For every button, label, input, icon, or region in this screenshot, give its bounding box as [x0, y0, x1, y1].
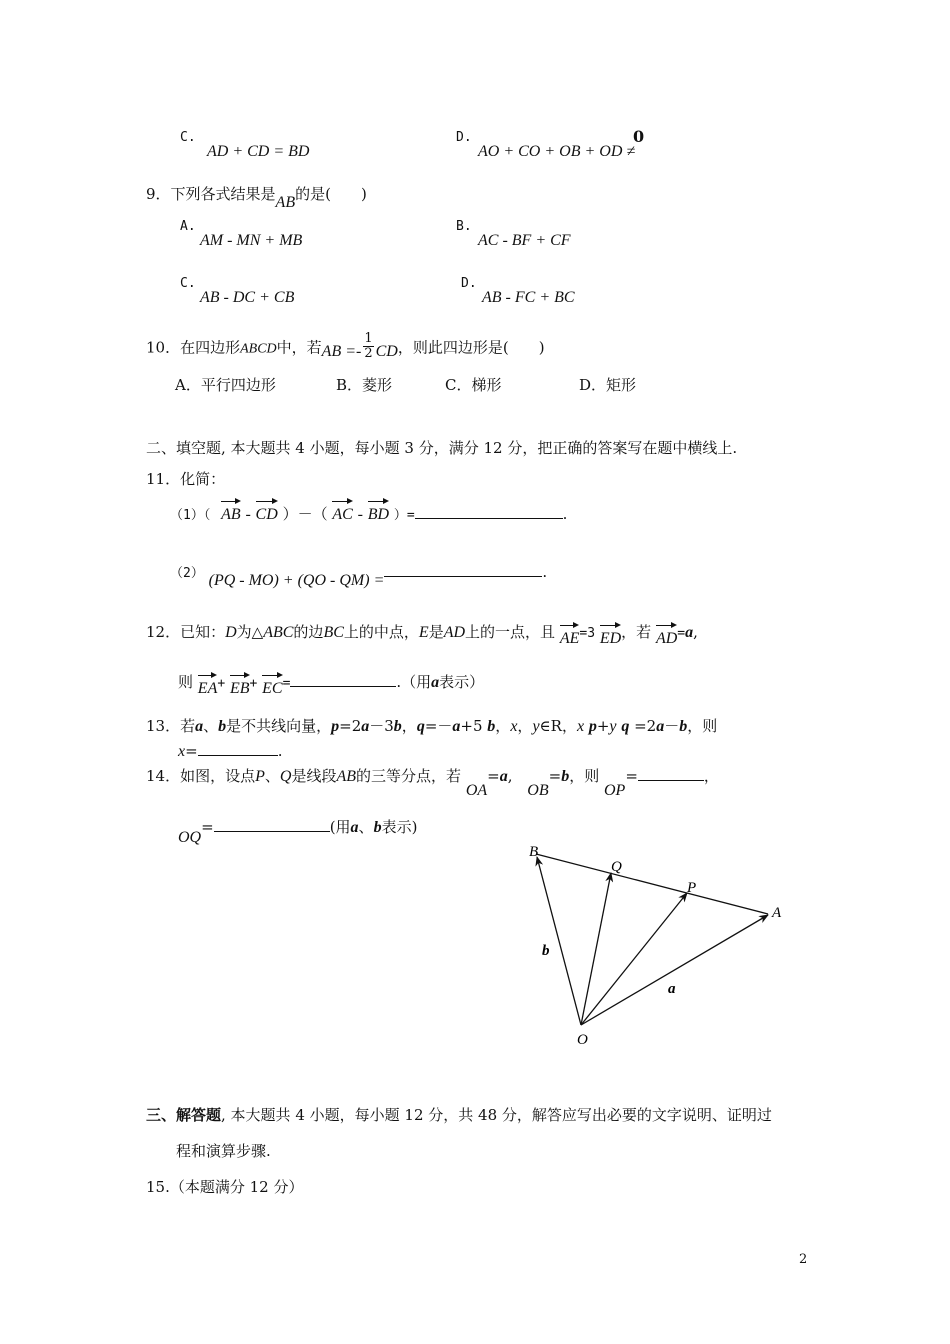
section-3-heading: [146, 1104, 772, 1125]
vector-eb: EB: [230, 672, 250, 698]
section-3-description: , 本大题共 4 小题，每小题 12 分，共 48 分，解答应写出必要的文字说明、证明过: [221, 1106, 772, 1124]
q10-option-c: C．梯形: [445, 376, 502, 394]
label-b-point: B: [529, 844, 539, 860]
zero-vector-symbol: 0: [633, 127, 645, 146]
vector-oa-arrow: [581, 915, 768, 1025]
question-10-text-mid: 中，若: [276, 338, 322, 357]
vector-oa: OA: [465, 782, 488, 799]
vector-ob: OB: [527, 782, 549, 799]
q11-part-1-equals: ）=: [393, 508, 415, 523]
q11-part-2: [170, 562, 548, 589]
page-number: 2: [799, 1252, 808, 1267]
q10-option-d: D．矩形: [579, 376, 637, 394]
vector-ad: AD: [656, 622, 677, 648]
answer-blank[interactable]: [384, 562, 542, 577]
vector-op-arrow: [581, 893, 687, 1025]
question-9-stem: [146, 183, 367, 211]
vector-figure: [520, 835, 800, 1050]
fraction-one-half: $\frac{1}{2}$: [364, 331, 373, 361]
answer-blank[interactable]: [638, 766, 704, 781]
question-9-text-end: 的是( ): [295, 185, 367, 203]
vector-ac: AC: [332, 498, 352, 524]
vector-oq-arrow: [581, 873, 611, 1025]
answer-blank[interactable]: [415, 504, 563, 519]
period: .: [542, 563, 548, 581]
minus-sign: -: [357, 506, 363, 523]
vector-op: OP: [603, 782, 626, 799]
question-10-stem: [146, 331, 545, 363]
label-vector-a: a: [668, 981, 676, 997]
vector-ab: AB: [275, 194, 296, 211]
period: .: [562, 505, 568, 523]
label-a-point: A: [772, 905, 782, 921]
q11-part-1-mid: ）－（: [282, 505, 328, 523]
vector-ed: ED: [600, 622, 621, 648]
q11-part-2-label: （2）: [170, 566, 204, 581]
question-10-text-end: ，则此四边形是( ): [397, 338, 545, 357]
q9-option-d-label: D.: [461, 276, 477, 291]
label-vector-b: b: [542, 943, 550, 959]
q10-option-a: A．平行四边形: [175, 376, 276, 394]
vector-bd: BD: [368, 498, 389, 524]
segment-ab: [536, 854, 768, 914]
section-2-heading: 二、填空题, 本大题共 4 小题，每小题 3 分，满分 12 分，把正确的答案写在题中横线上.: [146, 439, 738, 457]
vector-cd: CD: [375, 342, 398, 360]
question-13-line-1: 13．若a、b是不共线向量，p=2a－3b，q=－a+5 b，x，y∈R，x p+y q =2a－b，则: [146, 717, 718, 735]
question-13-line-2: x= .: [178, 742, 283, 760]
vector-cd: CD: [256, 498, 278, 524]
vector-ab: AB: [221, 498, 241, 524]
question-10-text: 10．在四边形: [146, 338, 241, 357]
q11-part-1-label: （1）（: [170, 508, 211, 523]
equation-lhs: AB =-: [321, 342, 362, 360]
question-12-line-1: 12．已知：D为△ABC的边BC上的中点，E是AD上的一点，且 AE=3 ED，若 AD=a,: [146, 623, 698, 647]
vector-ob-arrow: [537, 857, 581, 1025]
question-9-text: 9．下列各式结果是: [146, 185, 276, 203]
vector-ae: AE: [560, 622, 580, 648]
question-15-stem: 15.（本题满分 12 分）: [146, 1178, 304, 1196]
option-c-label: C.: [180, 130, 196, 145]
q9-option-b-label: B.: [456, 219, 472, 234]
q9-option-c-expression: AB - DC + CB: [200, 289, 295, 306]
vector-ec: EC: [262, 672, 282, 698]
q11-part-1: [170, 498, 567, 524]
vector-ea: EA: [198, 672, 218, 698]
option-d-expression: AO + CO + OB + OD ≠: [478, 143, 636, 160]
answer-blank[interactable]: [198, 741, 278, 756]
q9-option-a-expression: AM - MN + MB: [200, 232, 303, 249]
q9-option-a-label: A.: [180, 219, 196, 234]
question-11-stem: 11．化简：: [146, 470, 226, 488]
q11-part-2-expression: (PQ - MO) + (QO - QM) =: [208, 572, 385, 589]
q9-option-d-expression: AB - FC + BC: [482, 289, 575, 306]
answer-blank[interactable]: [214, 817, 330, 832]
question-12-line-2: 则 EA+ EB+ EC= .（用a表示）: [178, 673, 485, 697]
q9-option-b-expression: AC - BF + CF: [478, 232, 571, 249]
minus-sign: -: [245, 506, 251, 523]
label-q-point: Q: [611, 859, 622, 875]
section-3-title: 三、解答题: [146, 1106, 222, 1124]
section-3-heading-line-2: 程和演算步骤.: [176, 1142, 271, 1160]
label-o-point: O: [577, 1032, 588, 1048]
answer-blank[interactable]: [290, 672, 396, 687]
option-d-label: D.: [456, 130, 472, 145]
q9-option-c-label: C.: [180, 276, 196, 291]
quad-abcd: ABCD: [240, 341, 277, 357]
vector-oq: OQ: [178, 829, 202, 846]
q10-option-b: B．菱形: [336, 376, 393, 394]
question-14-line-2: OQ= (用a、b表示): [178, 818, 418, 846]
label-p-point: P: [687, 880, 697, 896]
question-14-line-1: 14．如图，设点P、Q是线段AB的三等分点，若 OA=a, OB=b，则 OP= ，: [146, 767, 719, 799]
option-c-expression: AD + CD = BD: [207, 143, 310, 160]
